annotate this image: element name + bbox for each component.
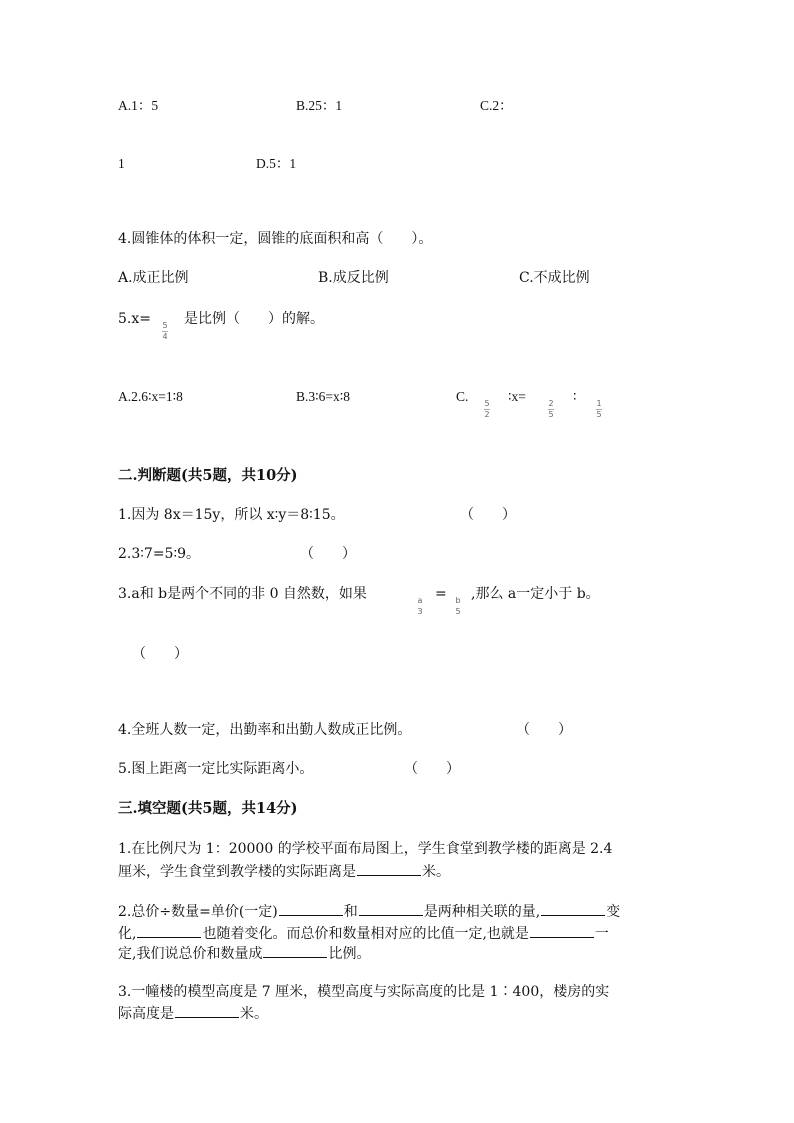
- s3-q3-line2-end: 米。: [240, 1006, 268, 1022]
- s3-q2-text-e: 化,: [118, 926, 137, 942]
- section2-heading: 二.判断题(共5题，共10分): [118, 467, 298, 484]
- answer-blank[interactable]: [175, 1005, 239, 1018]
- q3-option-d: D.5：1: [256, 156, 297, 171]
- answer-blank[interactable]: [137, 925, 201, 938]
- s2-q1-text: 1.因为 8x＝15y，所以 x∶y＝8∶15。: [118, 507, 345, 523]
- fraction-numerator: 5: [484, 399, 490, 408]
- s3-q3-line2-start: 际高度是: [118, 1006, 174, 1022]
- q4-option-b: B.成反比例: [318, 270, 389, 286]
- s2-q2-answer-paren[interactable]: （ ）: [300, 546, 356, 562]
- s3-q1-line1: 1.在比例尺为 1：20000 的学校平面布局图上，学生食堂到教学楼的距离是 2.4: [118, 841, 613, 857]
- fraction-denominator: 5: [455, 607, 461, 616]
- q5-option-c-fraction-1: [484, 400, 490, 419]
- answer-blank[interactable]: [357, 863, 421, 876]
- s3-q2-text-c: 是两种相关联的量,: [423, 904, 541, 920]
- q5-fraction: [162, 322, 168, 341]
- answer-blank[interactable]: [541, 903, 605, 916]
- q5-option-b: B.3∶6=x∶8: [296, 389, 351, 404]
- q5-option-c-fraction-3: [596, 400, 602, 419]
- q3-option-a: A.1：5: [118, 98, 159, 113]
- s2-q3-equals: =: [435, 586, 447, 602]
- s3-q1-line2-start: 厘米，学生食堂到教学楼的实际距离是: [118, 864, 356, 880]
- s2-q3-fraction-2: [455, 597, 461, 616]
- s2-q4-answer-paren[interactable]: （ ）: [516, 722, 572, 738]
- fraction-denominator: 5: [596, 410, 602, 419]
- fraction-denominator: 4: [162, 332, 168, 341]
- s3-q2-text-b: 和: [343, 904, 358, 920]
- s3-q3-line1: 3.一幢楼的模型高度是 7 厘米，模型高度与实际高度的比是 1∶400，楼房的实: [118, 984, 610, 1000]
- answer-blank[interactable]: [530, 925, 594, 938]
- fraction-denominator: 5: [548, 410, 554, 419]
- s2-q3-prefix: 3.a和 b是两个不同的非 0 自然数，如果: [118, 586, 367, 602]
- q4-option-a: A.成正比例: [118, 270, 189, 286]
- q3-option-b: B.25：1: [296, 98, 343, 113]
- answer-blank[interactable]: [359, 903, 423, 916]
- q5-prefix: 5.x=: [118, 311, 151, 327]
- s3-q2-text-a: 2.总价÷数量=单价(一定): [118, 904, 278, 920]
- fraction-numerator: 5: [162, 321, 168, 330]
- s2-q3-suffix: ,那么 a一定小于 b。: [471, 586, 600, 602]
- q5-suffix: 是比例（ ）的解。: [184, 311, 324, 327]
- q4-option-c: C.不成比例: [519, 270, 590, 286]
- s2-q5-text: 5.图上距离一定比实际距离小。: [118, 761, 314, 777]
- answer-blank[interactable]: [263, 945, 327, 958]
- q5-option-c-colon: ∶: [573, 389, 577, 404]
- s3-q2-text-i: 比例。: [328, 946, 371, 962]
- s3-q1-line2: [118, 863, 450, 879]
- q3-option-c: C.2：: [480, 98, 513, 113]
- s3-q2-text-f: 也随着变化。而总价和数量相对应的比值一定,也就是: [202, 926, 529, 942]
- q4-text: 4.圆锥体的体积一定，圆锥的底面积和高（ ）。: [118, 231, 433, 247]
- fraction-numerator: a: [417, 596, 423, 605]
- s2-q2-text: 2.3∶7=5∶9。: [118, 546, 201, 562]
- fraction-denominator: 2: [484, 410, 490, 419]
- fraction-numerator: 2: [548, 399, 554, 408]
- section3-heading: 三.填空题(共5题，共14分): [118, 800, 298, 817]
- s3-q1-line2-end: 米。: [422, 864, 450, 880]
- q5-option-c-fraction-2: [548, 400, 554, 419]
- answer-blank[interactable]: [279, 903, 343, 916]
- s2-q1-answer-paren[interactable]: （ ）: [460, 507, 516, 523]
- s3-q2-line2: [118, 925, 609, 941]
- fraction-denominator: 3: [417, 607, 423, 616]
- s3-q2-text-d: 变: [606, 904, 621, 920]
- s3-q2-line3: [118, 945, 370, 961]
- fraction-numerator: b: [455, 596, 461, 605]
- fraction-numerator: 1: [596, 399, 602, 408]
- s2-q3-fraction-1: [417, 597, 423, 616]
- s3-q2-line1: [118, 903, 620, 919]
- s3-q3-line2: [118, 1005, 268, 1021]
- q3-option-c-continued: 1: [118, 156, 125, 171]
- q5-option-a: A.2.6∶x=1∶8: [118, 389, 183, 404]
- s3-q2-text-h: 定,我们说总价和数量成: [118, 946, 263, 962]
- s2-q3-answer-paren[interactable]: （ ）: [132, 646, 188, 662]
- q5-option-c-label: C.: [456, 389, 469, 404]
- s2-q5-answer-paren[interactable]: （ ）: [404, 761, 460, 777]
- s2-q4-text: 4.全班人数一定，出勤率和出勤人数成正比例。: [118, 722, 412, 738]
- s3-q2-text-g: 一: [594, 926, 609, 942]
- q5-option-c-middle: ∶x=: [508, 389, 526, 404]
